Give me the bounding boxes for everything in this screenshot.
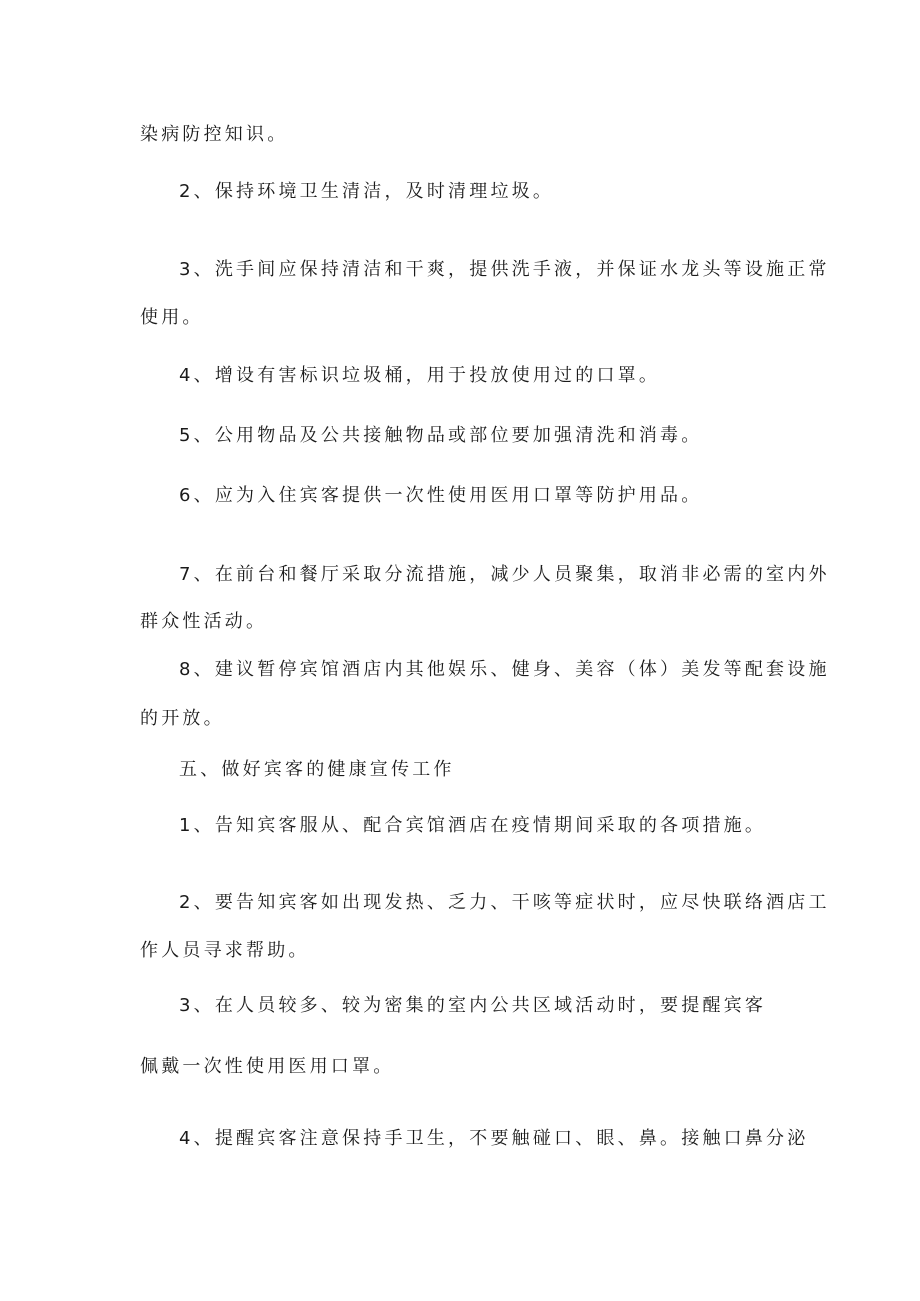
paragraph-line: 2、保持环境卫生清洁，及时清理垃圾。 <box>179 181 555 202</box>
paragraph-line: 8、建议暂停宾馆酒店内其他娱乐、健身、美容（体）美发等配套设施 <box>179 659 830 680</box>
paragraph-line: 使用。 <box>140 307 204 328</box>
paragraph-line: 1、告知宾客服从、配合宾馆酒店在疫情期间采取的各项措施。 <box>179 815 767 836</box>
paragraph-line: 群众性活动。 <box>140 611 268 632</box>
paragraph-line: 染病防控知识。 <box>140 124 289 145</box>
section-heading: 五、做好宾客的健康宣传工作 <box>179 759 455 780</box>
paragraph-line: 的开放。 <box>140 708 225 729</box>
paragraph-line: 7、在前台和餐厅采取分流措施，减少人员聚集，取消非必需的室内外 <box>179 564 830 585</box>
paragraph-line: 4、增设有害标识垃圾桶，用于投放使用过的口罩。 <box>179 365 661 386</box>
paragraph-line: 3、在人员较多、较为密集的室内公共区域活动时，要提醒宾客 <box>179 995 767 1016</box>
paragraph-line: 5、公用物品及公共接触物品或部位要加强清洗和消毒。 <box>179 425 703 446</box>
paragraph-line: 6、应为入住宾客提供一次性使用医用口罩等防护用品。 <box>179 485 703 506</box>
paragraph-line: 3、洗手间应保持清洁和干爽，提供洗手液，并保证水龙头等设施正常 <box>179 259 830 280</box>
paragraph-line: 2、要告知宾客如出现发热、乏力、干咳等症状时，应尽快联络酒店工 <box>179 892 830 913</box>
paragraph-line: 4、提醒宾客注意保持手卫生，不要触碰口、眼、鼻。接触口鼻分泌 <box>179 1128 809 1149</box>
paragraph-line: 佩戴一次性使用医用口罩。 <box>140 1056 395 1077</box>
paragraph-line: 作人员寻求帮助。 <box>140 940 310 961</box>
